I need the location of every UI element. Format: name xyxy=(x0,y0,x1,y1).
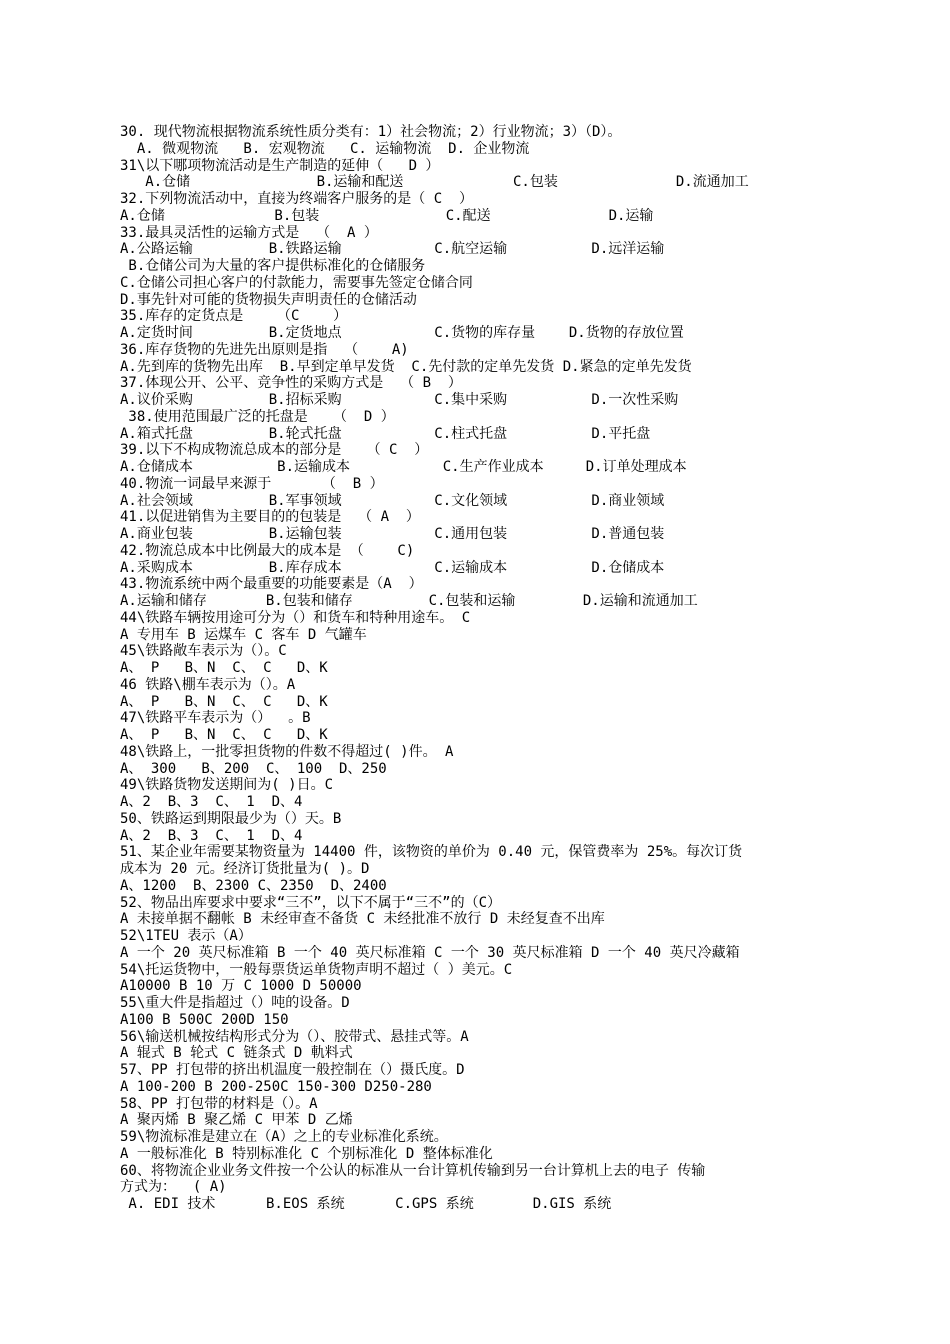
text-line: 33.最具灵活性的运输方式是 （ A ） xyxy=(120,224,378,241)
text-line: A.先到库的货物先出库 B.早到定单早发货 C.先付款的定单先发货 D.紧急的定单先发货 xyxy=(120,358,692,375)
text-line: 52、物品出库要求中要求“三不”，以下不属于“三不”的（C） xyxy=(120,894,501,911)
text-line: 40.物流一词最早来源于 （ B ） xyxy=(120,475,384,492)
text-line: 49\铁路货物发送期间为( )日。C xyxy=(120,777,334,794)
text-line: 55\重大件是指超过（）吨的设备。D xyxy=(120,995,350,1011)
text-line: A.采购成本 B.库存成本 C.运输成本 D.仓储成本 xyxy=(120,559,665,576)
text-line: 41.以促进销售为主要目的的包装是 （ A ） xyxy=(120,509,420,526)
text-line: A 一般标准化 B 特别标准化 C 个别标准化 D 整体标准化 xyxy=(120,1145,493,1162)
text-line: A.公路运输 B.铁路运输 C.航空运输 D.远洋运输 xyxy=(120,241,665,258)
question-list xyxy=(120,124,840,1213)
text-line: A. EDI 技术 B.EOS 系统 C.GPS 系统 D.GIS 系统 xyxy=(120,1196,612,1212)
text-line: A.仓储 B.运输和配送 C.包装 D.流通加工 xyxy=(120,174,749,191)
text-line: B.仓储公司为大量的客户提供标准化的仓储服务 xyxy=(120,258,426,274)
text-line: 36.库存货物的先进先出原则是指 （ A) xyxy=(120,341,409,358)
text-line: 31\以下哪项物流活动是生产制造的延伸（ D ） xyxy=(120,157,440,174)
text-line: 60、将物流企业业务文件按一个公认的标准从一台计算机传输到另一台计算机上去的电子 传输 xyxy=(120,1162,706,1179)
text-line: A 辊式 B 轮式 C 链条式 D 軌料式 xyxy=(120,1045,353,1062)
text-line: 54\托运货物中，一般每票货运单货物声明不超过（ ）美元。C xyxy=(120,961,513,978)
text-line: 47\铁路平车表示为（） 。B xyxy=(120,710,311,727)
text-line: A、 P B、N C、 C D、K xyxy=(120,693,328,710)
text-line: A.议价采购 B.招标采购 C.集中采购 D.一次性采购 xyxy=(120,392,679,408)
text-line: 42.物流总成本中比例最大的成本是 （ C) xyxy=(120,542,415,559)
text-line: A.箱式托盘 B.轮式托盘 C.柱式托盘 D.平托盘 xyxy=(120,425,651,442)
text-line: A 专用车 B 运煤车 C 客车 D 气罐车 xyxy=(120,626,367,643)
text-line: 51、某企业年需要某物资量为 14400 件，该物资的单价为 0.40 元，保管费率为 25%。每次订货 xyxy=(120,844,743,861)
text-line: A、 P B、N C、 C D、K xyxy=(120,727,328,743)
text-line: A.仓储成本 B.运输成本 C.生产作业成本 D.订单处理成本 xyxy=(120,459,687,475)
text-line: A 一个 20 英尺标准箱 B 一个 40 英尺标准箱 C 一个 30 英尺标准箱 D 一个 40 英尺冷藏箱 xyxy=(120,944,740,961)
text-line: A 聚丙烯 B 聚乙烯 C 甲苯 D 乙烯 xyxy=(120,1112,353,1129)
text-line: A、2 B、3 C、 1 D、4 xyxy=(120,827,303,844)
text-line: 48\铁路上，一批零担货物的件数不得超过( )件。 A xyxy=(120,743,454,760)
text-line: 30. 现代物流根据物流系统性质分类有：1）社会物流；2）行业物流；3）（D）。 xyxy=(120,124,622,140)
text-line: 46 铁路\棚车表示为（）。A xyxy=(120,676,296,693)
text-line: 57、PP 打包带的挤出机温度一般控制在（）摄氏度。D xyxy=(120,1062,465,1078)
text-line: A100 B 500C 200D 150 xyxy=(120,1011,289,1028)
text-line: D.事先针对可能的货物损失声明责任的仓储活动 xyxy=(120,291,417,308)
text-line: 56\输送机械按结构形式分为（）、胶带式、悬挂式等。A xyxy=(120,1028,469,1045)
text-line: A、2 B、3 C、 1 D、4 xyxy=(120,794,303,810)
text-line: 45\铁路敞车表示为（）。C xyxy=(120,643,287,660)
text-line: A、1200 B、2300 C、2350 D、2400 xyxy=(120,877,387,894)
text-line: A.仓储 B.包装 C.配送 D.运输 xyxy=(120,207,654,224)
text-line: 37.体现公开、公平、竞争性的采购方式是 （ B ） xyxy=(120,375,462,392)
text-line: A 100-200 B 200-250C 150-300 D250-280 xyxy=(120,1078,432,1095)
text-line: 35.库存的定货点是 （C ） xyxy=(120,308,348,325)
text-line: 52\1TEU 表示（A） xyxy=(120,928,252,944)
text-line: A.商业包装 B.运输包装 C.通用包装 D.普通包装 xyxy=(120,526,665,542)
text-line: 39.以下不构成物流总成本的部分是 （ C ） xyxy=(120,442,429,459)
text-line: 58、PP 打包带的材料是（）。A xyxy=(120,1095,318,1112)
text-line: A 未接单据不翻帐 B 未经审查不备货 C 未经批准不放行 D 未经复查不出库 xyxy=(120,911,605,928)
text-line: A.运输和储存 B.包装和储存 C.包装和运输 D.运输和流通加工 xyxy=(120,593,698,609)
text-line: 成本为 20 元。经济订货批量为( )。D xyxy=(120,861,370,877)
text-line: 50、铁路运到期限最少为（）天。B xyxy=(120,810,342,827)
text-line: C.仓储公司担心客户的付款能力，需要事先签定仓储合同 xyxy=(120,274,473,291)
text-line: 38.使用范围最广泛的托盘是 （ D ） xyxy=(120,408,395,425)
text-line: A.定货时间 B.定货地点 C.货物的库存量 D.货物的存放位置 xyxy=(120,325,684,341)
text-line: A、 300 B、200 C、 100 D、250 xyxy=(120,760,387,777)
text-line: A10000 B 10 万 C 1000 D 50000 xyxy=(120,978,362,995)
text-line: A. 微观物流 B. 宏观物流 C. 运输物流 D. 企业物流 xyxy=(120,140,530,157)
text-line: A.社会领域 B.军事领域 C.文化领域 D.商业领域 xyxy=(120,492,665,509)
text-line: 59\物流标准是建立在（A）之上的专业标准化系统。 xyxy=(120,1129,448,1145)
text-line: 44\铁路车辆按用途可分为（）和货车和特种用途车。 C xyxy=(120,609,471,626)
text-line: A、 P B、N C、 C D、K xyxy=(120,660,328,676)
text-line: 32.下列物流活动中，直接为终端客户服务的是（ C ） xyxy=(120,191,473,207)
text-line: 43.物流系统中两个最重要的功能要素是（A ） xyxy=(120,576,423,593)
text-line: 方式为： ( A) xyxy=(120,1179,227,1196)
